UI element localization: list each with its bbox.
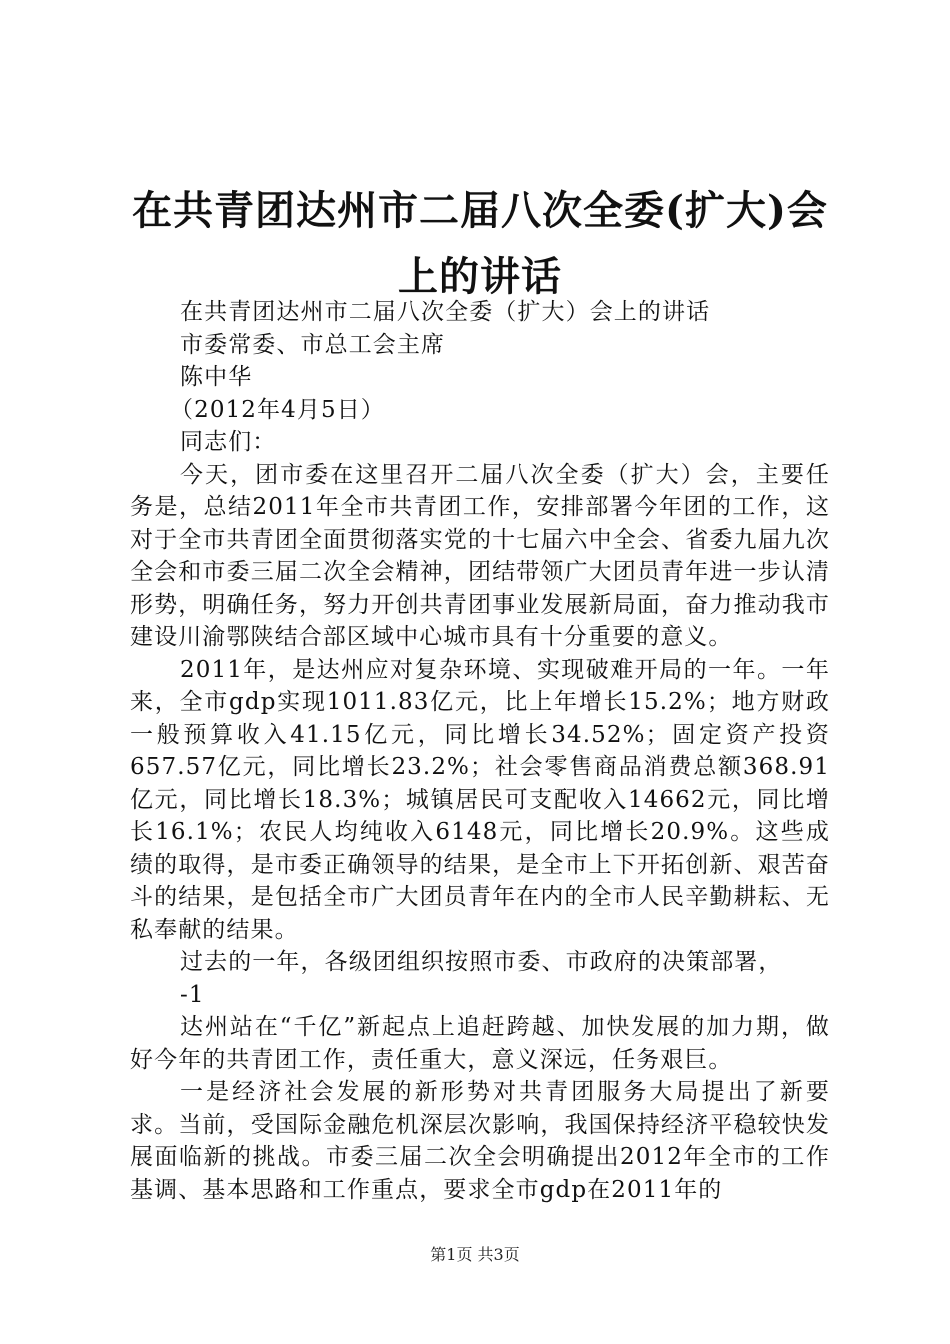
paragraph-heading-repeat: 在共青团达州市二届八次全委（扩大）会上的讲话	[180, 299, 711, 325]
paragraph-past-year: 过去的一年，各级团组织按照市委、市政府的决策部署，	[180, 949, 783, 975]
paragraph-opening: 今天，团市委在这里召开二届八次全委（扩大）会，主要任务是，总结2011年全市共青团工作，安排部署今年团的工作，这对于全市共青团全面贯彻落实党的十七届六中全会、省委九届九次全会和市委三届二次全会精神，团结带领广大团员青年进一步认清形势，明确任务，努力开创共青团事业发展新局面，奋力推动我市建设川渝鄂陕结合部区域中心城市具有十分重要的意义。	[130, 461, 830, 650]
paragraph-salutation: 同志们：	[180, 429, 277, 455]
paragraph-date: （2012年4月5日）	[170, 396, 385, 423]
page-marker: -1	[180, 981, 205, 1008]
paragraph-speaker-name: 陈中华	[180, 364, 253, 390]
paragraph-responsibility: 达州站在“千亿”新起点上追赶跨越、加快发展的加力期，做好今年的共青团工作，责任重大，意义深远，任务艰巨。	[130, 1014, 830, 1073]
paragraph-review-2011: 2011年，是达州应对复杂环境、实现破难开局的一年。一年来，全市gdp实现1011.83亿元，比上年增长15.2%；地方财政一般预算收入41.15亿元，同比增长34.52%；固定资产投资657.57亿元，同比增长23.2%；社会零售商品消费总额368.91亿元，同比增长18.3%；城镇居民可支配收入14662元，同比增长16.1%；农民人均纯收入6148元，同比增长20.9%。这些成绩的取得，是市委正确领导的结果，是全市上下开拓创新、艰苦奋斗的结果，是包括全市广大团员青年在内的全市人民辛勤耕耘、无私奉献的结果。	[130, 656, 830, 943]
page-footer: 第1页 共3页	[430, 1245, 520, 1264]
document-title: 在共青团达州市二届八次全委(扩大)会上的讲话	[132, 187, 828, 300]
document-body	[130, 296, 830, 1206]
paragraph-point-one: 一是经济社会发展的新形势对共青团服务大局提出了新要求。当前，受国际金融危机深层次影响，我国保持经济平稳较快发展面临新的挑战。市委三届二次全会明确提出2012年全市的工作基调、基本思路和工作重点，要求全市gdp在2011年的	[130, 1079, 830, 1203]
paragraph-speaker-role: 市委常委、市总工会主席	[180, 331, 446, 358]
